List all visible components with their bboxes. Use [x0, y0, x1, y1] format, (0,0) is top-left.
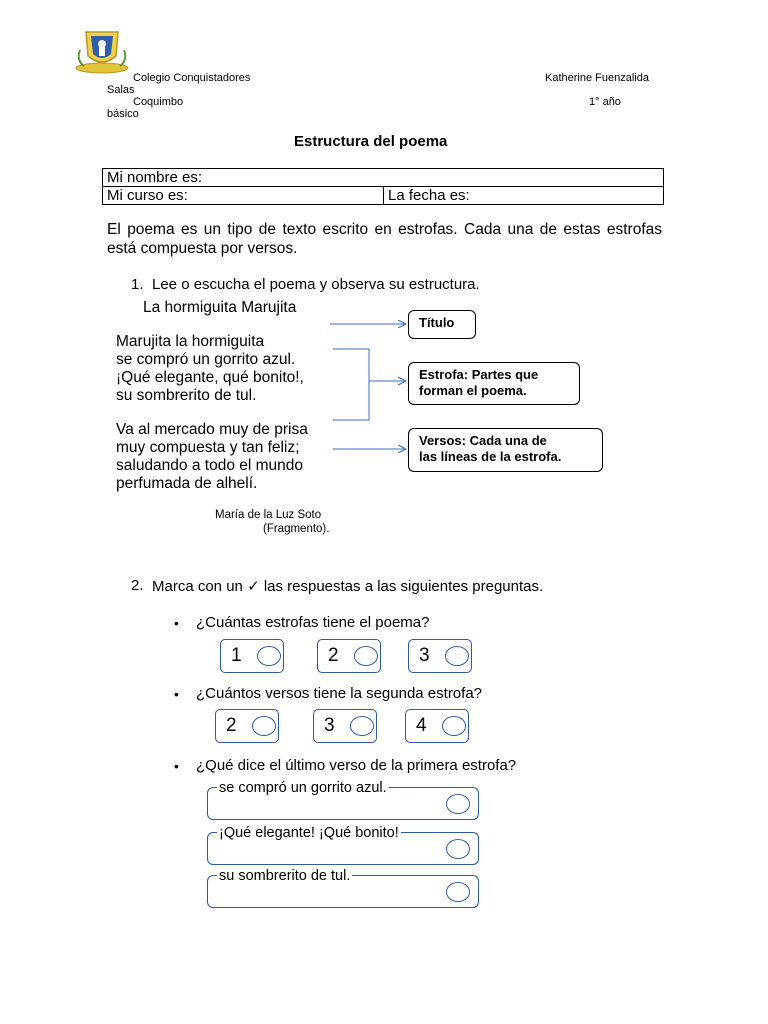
option-verses-2[interactable] [215, 709, 279, 743]
label-versos [408, 428, 603, 472]
poem-author: María de la Luz Soto [215, 509, 322, 521]
date-label: La fecha es: [388, 187, 470, 204]
q2-number: 2. [131, 577, 144, 594]
bullet-icon: • [174, 686, 179, 702]
option-stanzas-2[interactable] [317, 639, 381, 673]
grade-level: básico [107, 108, 139, 120]
q2-text-after: las respuestas a las siguientes preguntas. [263, 578, 544, 595]
q1-text: Lee o escucha el poema y observa su estructura. [152, 276, 480, 293]
option-label: ¡Qué elegante! ¡Qué bonito! [219, 825, 399, 841]
q2-text [152, 577, 543, 595]
name-label: Mi nombre es: [107, 169, 203, 186]
option-label: 4 [416, 715, 427, 736]
option-verses-3[interactable] [313, 709, 377, 743]
school-name: Colegio Conquistadores [133, 72, 251, 84]
option-label: 1 [231, 645, 242, 666]
question-last-verse: ¿Qué dice el último verso de la primera estrofa? [196, 757, 517, 774]
verse: ¡Qué elegante, qué bonito!, [116, 369, 304, 386]
answer-circle-icon[interactable] [354, 646, 378, 666]
option-verses-4[interactable] [405, 709, 469, 743]
q2-text-before: Marca con un [152, 578, 243, 595]
school-city: Coquimbo [133, 96, 184, 108]
option-label: 2 [328, 645, 339, 666]
option-last-verse-3[interactable] [207, 868, 479, 908]
q1-number: 1. [131, 276, 144, 293]
intro-paragraph: El poema es un tipo de texto escrito en estrofas. Cada una de estas estrofas está compuesta por versos. [107, 221, 662, 257]
verse: Marujita la hormiguita [116, 333, 265, 350]
label-titulo-text: Título [419, 315, 455, 330]
verse: muy compuesta y tan feliz; [116, 439, 300, 456]
question-stanzas: ¿Cuántas estrofas tiene el poema? [196, 614, 430, 631]
label-estrofa-line1: Estrofa: Partes que [419, 367, 539, 382]
label-versos-line2: las líneas de la estrofa. [419, 449, 562, 464]
option-last-verse-1[interactable] [207, 780, 479, 820]
page-title: Estructura del poema [294, 133, 448, 150]
option-label: se compró un gorrito azul. [219, 780, 387, 796]
option-last-verse-2[interactable] [207, 825, 479, 865]
answer-circle-icon[interactable] [446, 794, 470, 814]
question-verses: ¿Cuántos versos tiene la segunda estrofa? [196, 685, 483, 702]
answer-circle-icon[interactable] [257, 646, 281, 666]
option-stanzas-1[interactable] [220, 639, 284, 673]
poem-title: La hormiguita Marujita [143, 299, 297, 316]
option-label: 3 [324, 715, 335, 736]
course-label: Mi curso es: [107, 187, 188, 204]
label-titulo [408, 310, 476, 339]
option-label: 2 [226, 715, 237, 736]
verse: Va al mercado muy de prisa [116, 421, 308, 438]
answer-circle-icon[interactable] [446, 839, 470, 859]
verse: se compró un gorrito azul. [116, 351, 296, 368]
teacher-surname: Salas [107, 84, 135, 96]
answer-circle-icon[interactable] [252, 716, 276, 736]
label-estrofa-line2: forman el poema. [419, 383, 527, 398]
check-icon: ✓ [247, 578, 260, 595]
teacher-name: Katherine Fuenzalida [545, 72, 649, 84]
answer-circle-icon[interactable] [350, 716, 374, 736]
verse: saludando a todo el mundo [116, 457, 304, 474]
answer-circle-icon[interactable] [446, 882, 470, 902]
label-estrofa [408, 362, 580, 405]
poem-note: (Fragmento). [263, 523, 330, 535]
verse: perfumada de alhelí. [116, 475, 258, 492]
option-stanzas-3[interactable] [408, 639, 472, 673]
bullet-icon: • [174, 758, 179, 774]
option-label: 3 [419, 645, 430, 666]
verse: su sombrerito de tul. [116, 387, 257, 404]
option-label: su sombrerito de tul. [219, 868, 351, 884]
answer-circle-icon[interactable] [442, 716, 466, 736]
answer-circle-icon[interactable] [445, 646, 469, 666]
label-versos-line1: Versos: Cada una de [419, 433, 547, 448]
grade-label: 1° año [589, 96, 621, 108]
bullet-icon: • [174, 615, 179, 631]
